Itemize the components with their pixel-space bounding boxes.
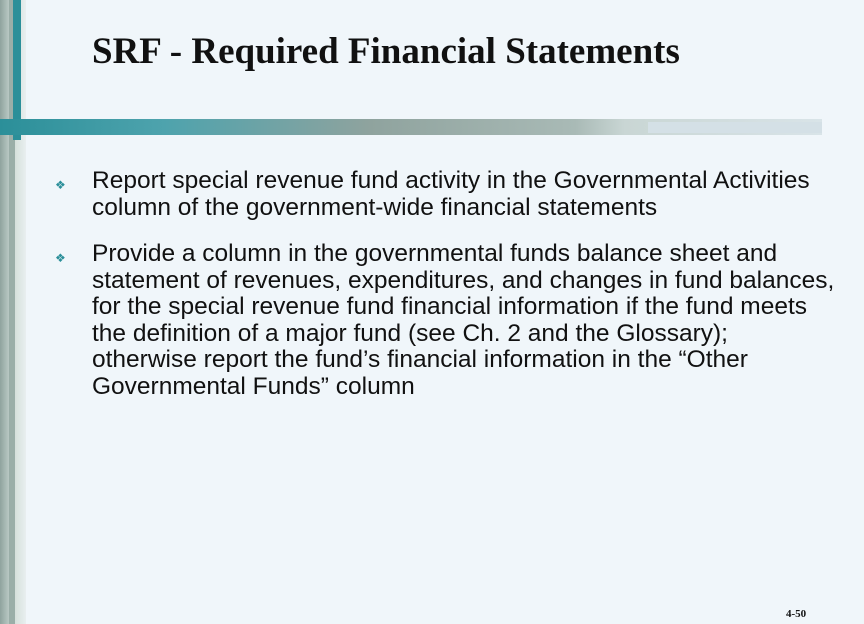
- page-number: 4-50: [786, 608, 807, 620]
- bullet-text: Report special revenue fund activity in the Governmental Activities column of the government-wide financial statements: [92, 167, 810, 221]
- bullet-item: [55, 168, 835, 221]
- bullet-list: [55, 168, 835, 420]
- title-underline-rule-light: [648, 122, 822, 133]
- bullet-text: Provide a column in the governmental funds balance sheet and statement of revenues, expenditures, and changes in fund balances, for the special revenue fund financial information if the fund meets the definition of a major fund (see Ch. 2 and the Glossary); otherwise report the fund’s financial information in the “Other Governmental Funds” column: [92, 240, 835, 400]
- bullet-item: [55, 241, 835, 400]
- diamond-bullet-icon: ❖: [55, 178, 66, 192]
- slide-title: SRF - Required Financial Statements: [92, 31, 680, 72]
- diamond-bullet-icon: ❖: [55, 251, 66, 265]
